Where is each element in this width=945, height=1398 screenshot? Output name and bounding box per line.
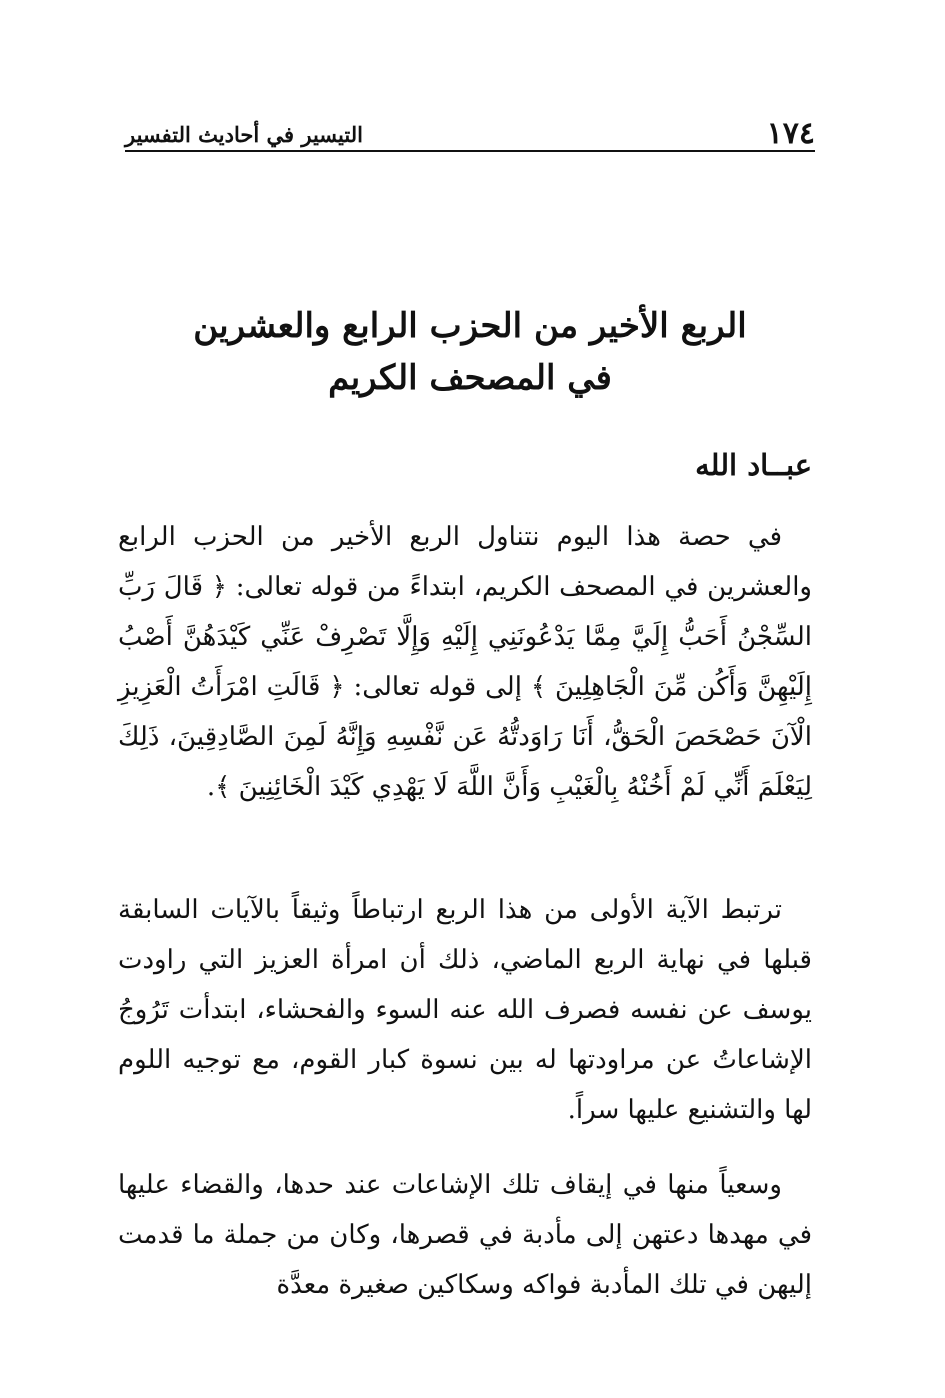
header-divider (125, 150, 815, 152)
paragraph-3-text: وسعياً منها في إيقاف تلك الإشاعات عند حدها، والقضاء عليها في مهدها دعتهن إلى مأدبة في قصرها، وكان من جملة ما قدمت إليهن في تلك المأدبة فواكه وسكاكين صغيرة معدَّة (118, 1170, 812, 1300)
chapter-title (100, 300, 840, 404)
section-heading: عبــاد الله (695, 448, 812, 482)
paragraph-2-text: ترتبط الآية الأولى من هذا الربع ارتباطاً وثيقاً بالآيات السابقة قبلها في نهاية الربع الماضي، ذلك أن امرأة العزيز التي راودت يوسف عن نفسه فصرف الله عنه السوء والفحشاء، ابتدأت تَرُوجُ الإشاعاتُ عن مراودتها له بين نسوة كبار القوم، مع توجيه اللوم لها والتشنيع عليها سراً. (118, 895, 812, 1125)
chapter-title-line-2: في المصحف الكريم (328, 358, 612, 398)
paragraph-2 (118, 885, 812, 1135)
paragraph-1 (118, 512, 812, 812)
running-header (125, 112, 815, 152)
paragraph-3 (118, 1160, 812, 1310)
paragraph-1-text: في حصة هذا اليوم نتناول الربع الأخير من الحزب الرابع والعشرين في المصحف الكريم، ابتداءً من قوله تعالى: ﴿ قَالَ رَبِّ السِّجْنُ أَحَبُّ إِلَيَّ مِمَّا يَدْعُونَنِي إِلَيْهِ وَإِلَّا تَصْرِفْ عَنِّي كَيْدَهُنَّ أَصْبُ إِلَيْهِنَّ وَأَكُن مِّنَ الْجَاهِلِينَ ﴾ إلى قوله تعالى: ﴿ قَالَتِ امْرَأَتُ الْعَزِيزِ الْآنَ حَصْحَصَ الْحَقُّ، أَنَا رَاوَدتُّهُ عَن نَّفْسِهِ وَإِنَّهُ لَمِنَ الصَّادِقِينَ، ذَلِكَ لِيَعْلَمَ أَنِّي لَمْ أَخُنْهُ بِالْغَيْبِ وَأَنَّ اللَّهَ لَا يَهْدِي كَيْدَ الْخَائِنِينَ ﴾. (118, 522, 812, 802)
page-number: ١٧٤ (766, 116, 815, 151)
book-title: التيسير في أحاديث التفسير (125, 122, 363, 147)
chapter-title-line-1: الربع الأخير من الحزب الرابع والعشرين (193, 306, 747, 346)
